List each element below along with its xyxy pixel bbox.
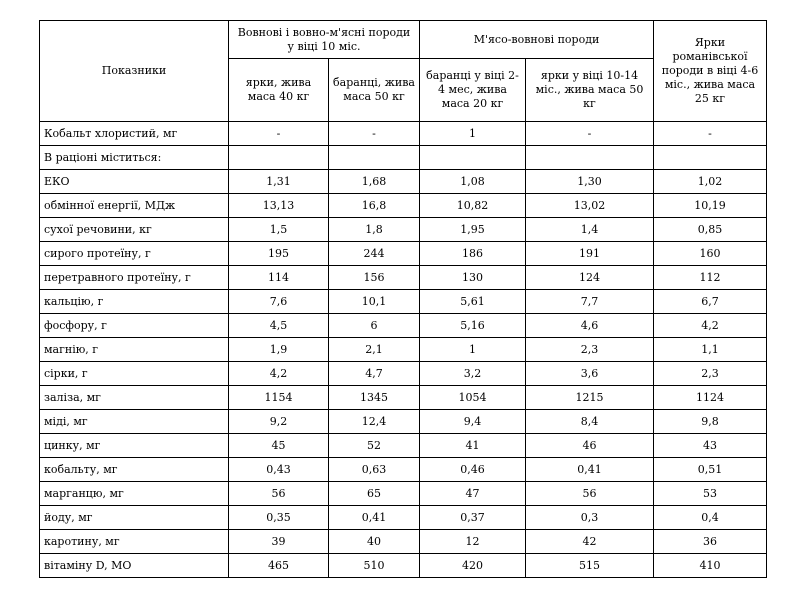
table-cell: 1,68 — [329, 170, 420, 194]
table-cell: 9,2 — [229, 410, 329, 434]
row-label: кобальту, мг — [40, 458, 229, 482]
table-cell: 0,4 — [654, 506, 767, 530]
header-group-wool: Вовнові і вовно-м'ясні породи у віці 10 міс. — [229, 21, 420, 59]
table-cell: 156 — [329, 266, 420, 290]
table-row — [40, 122, 767, 146]
table-cell: 1345 — [329, 386, 420, 410]
table-cell: - — [329, 122, 420, 146]
row-label: В раціоні міститься: — [40, 146, 229, 170]
table-body — [40, 122, 767, 578]
table-cell: 12,4 — [329, 410, 420, 434]
table-row — [40, 314, 767, 338]
table-cell: 244 — [329, 242, 420, 266]
table-cell: 0,85 — [654, 218, 767, 242]
row-label: фосфору, г — [40, 314, 229, 338]
table-row — [40, 530, 767, 554]
table-cell: 0,3 — [526, 506, 654, 530]
row-label: каротину, мг — [40, 530, 229, 554]
table-row — [40, 410, 767, 434]
table-cell: 42 — [526, 530, 654, 554]
table-cell: 5,16 — [420, 314, 526, 338]
table-cell: 0,37 — [420, 506, 526, 530]
table-cell: 10,82 — [420, 194, 526, 218]
table-cell: 13,02 — [526, 194, 654, 218]
table-cell: 0,35 — [229, 506, 329, 530]
header-indicators: Показники — [40, 21, 229, 122]
table-cell: - — [526, 122, 654, 146]
table-cell: 3,6 — [526, 362, 654, 386]
table-cell: 45 — [229, 434, 329, 458]
table-cell: 1,02 — [654, 170, 767, 194]
table-cell: 2,1 — [329, 338, 420, 362]
table-cell — [329, 146, 420, 170]
table-cell: 46 — [526, 434, 654, 458]
table-cell — [526, 146, 654, 170]
table-cell: 5,61 — [420, 290, 526, 314]
table-cell: 4,7 — [329, 362, 420, 386]
row-label: перетравного протеїну, г — [40, 266, 229, 290]
table-cell: 41 — [420, 434, 526, 458]
table-cell: 43 — [654, 434, 767, 458]
table-row — [40, 146, 767, 170]
table-cell: 1,30 — [526, 170, 654, 194]
table-cell: 13,13 — [229, 194, 329, 218]
header-sub-2: баранці, жива маса 50 кг — [329, 59, 420, 122]
row-label: ЕКО — [40, 170, 229, 194]
table-cell: 65 — [329, 482, 420, 506]
table-cell: 7,6 — [229, 290, 329, 314]
row-label: сирого протеїну, г — [40, 242, 229, 266]
table-cell: 4,6 — [526, 314, 654, 338]
table-cell — [654, 146, 767, 170]
header-sub-3: баранці у віці 2-4 мес, жива маса 20 кг — [420, 59, 526, 122]
table-cell: 39 — [229, 530, 329, 554]
header-group-romanov: Ярки романівської породи в віці 4-6 міс., жива маса 25 кг — [654, 21, 767, 122]
table-cell: 1,1 — [654, 338, 767, 362]
table-cell: 4,2 — [654, 314, 767, 338]
table-cell: 1124 — [654, 386, 767, 410]
table-cell: 8,4 — [526, 410, 654, 434]
table-cell: 56 — [526, 482, 654, 506]
table-cell: 465 — [229, 554, 329, 578]
table-cell: 53 — [654, 482, 767, 506]
table-cell: 6 — [329, 314, 420, 338]
table-cell: 2,3 — [654, 362, 767, 386]
table-cell: 112 — [654, 266, 767, 290]
table-cell: 1054 — [420, 386, 526, 410]
table-cell: 1,8 — [329, 218, 420, 242]
row-label: сухої речовини, кг — [40, 218, 229, 242]
table-cell: 186 — [420, 242, 526, 266]
table-row — [40, 290, 767, 314]
table-cell: 6,7 — [654, 290, 767, 314]
table-row — [40, 338, 767, 362]
table-row — [40, 362, 767, 386]
table-cell: 1215 — [526, 386, 654, 410]
header-row-1 — [40, 21, 767, 59]
row-label: міді, мг — [40, 410, 229, 434]
table-cell: 36 — [654, 530, 767, 554]
table-cell: 114 — [229, 266, 329, 290]
table-cell: 12 — [420, 530, 526, 554]
table-cell: 1 — [420, 338, 526, 362]
table-cell: 52 — [329, 434, 420, 458]
table-cell — [420, 146, 526, 170]
header-sub-1: ярки, жива маса 40 кг — [229, 59, 329, 122]
table-cell: 160 — [654, 242, 767, 266]
row-label: йоду, мг — [40, 506, 229, 530]
row-label: сірки, г — [40, 362, 229, 386]
nutrition-table — [39, 20, 767, 578]
table-row — [40, 194, 767, 218]
table-cell: 1154 — [229, 386, 329, 410]
table-cell: 4,2 — [229, 362, 329, 386]
header-group-meat: М'ясо-вовнові породи — [420, 21, 654, 59]
header-sub-4: ярки у віці 10-14 міс., жива маса 50 кг — [526, 59, 654, 122]
row-label: марганцю, мг — [40, 482, 229, 506]
table-cell: 7,7 — [526, 290, 654, 314]
table-cell: - — [229, 122, 329, 146]
table-cell: 1 — [420, 122, 526, 146]
table-cell: 2,3 — [526, 338, 654, 362]
table-row — [40, 242, 767, 266]
table-cell: 1,5 — [229, 218, 329, 242]
table-cell: 0,51 — [654, 458, 767, 482]
row-label: вітаміну D, МО — [40, 554, 229, 578]
table-cell: 130 — [420, 266, 526, 290]
table-cell — [229, 146, 329, 170]
table-cell: 410 — [654, 554, 767, 578]
table-cell: 191 — [526, 242, 654, 266]
table-row — [40, 218, 767, 242]
table-row — [40, 266, 767, 290]
row-label: кальцію, г — [40, 290, 229, 314]
table-row — [40, 554, 767, 578]
table-cell: 9,4 — [420, 410, 526, 434]
table-cell: 195 — [229, 242, 329, 266]
table-cell: 40 — [329, 530, 420, 554]
row-label: цинку, мг — [40, 434, 229, 458]
table-cell: 56 — [229, 482, 329, 506]
table-row — [40, 482, 767, 506]
table-cell: 420 — [420, 554, 526, 578]
table-cell: 0,63 — [329, 458, 420, 482]
table-cell: 1,08 — [420, 170, 526, 194]
row-label: обмінної енергії, МДж — [40, 194, 229, 218]
table-cell: 515 — [526, 554, 654, 578]
table-row — [40, 506, 767, 530]
table-cell: 510 — [329, 554, 420, 578]
table-cell: - — [654, 122, 767, 146]
table-cell: 0,43 — [229, 458, 329, 482]
table-row — [40, 458, 767, 482]
table-cell: 0,41 — [329, 506, 420, 530]
row-label: магнію, г — [40, 338, 229, 362]
row-label: Кобальт хлористий, мг — [40, 122, 229, 146]
table-cell: 0,41 — [526, 458, 654, 482]
table-cell: 1,95 — [420, 218, 526, 242]
table-cell: 124 — [526, 266, 654, 290]
table-cell: 1,4 — [526, 218, 654, 242]
table-cell: 3,2 — [420, 362, 526, 386]
table-cell: 47 — [420, 482, 526, 506]
table-row — [40, 386, 767, 410]
row-label: заліза, мг — [40, 386, 229, 410]
table-cell: 4,5 — [229, 314, 329, 338]
table-cell: 1,9 — [229, 338, 329, 362]
table-cell: 10,19 — [654, 194, 767, 218]
table-cell: 9,8 — [654, 410, 767, 434]
table-cell: 16,8 — [329, 194, 420, 218]
table-cell: 1,31 — [229, 170, 329, 194]
table-cell: 0,46 — [420, 458, 526, 482]
table-cell: 10,1 — [329, 290, 420, 314]
table-row — [40, 170, 767, 194]
table-row — [40, 434, 767, 458]
